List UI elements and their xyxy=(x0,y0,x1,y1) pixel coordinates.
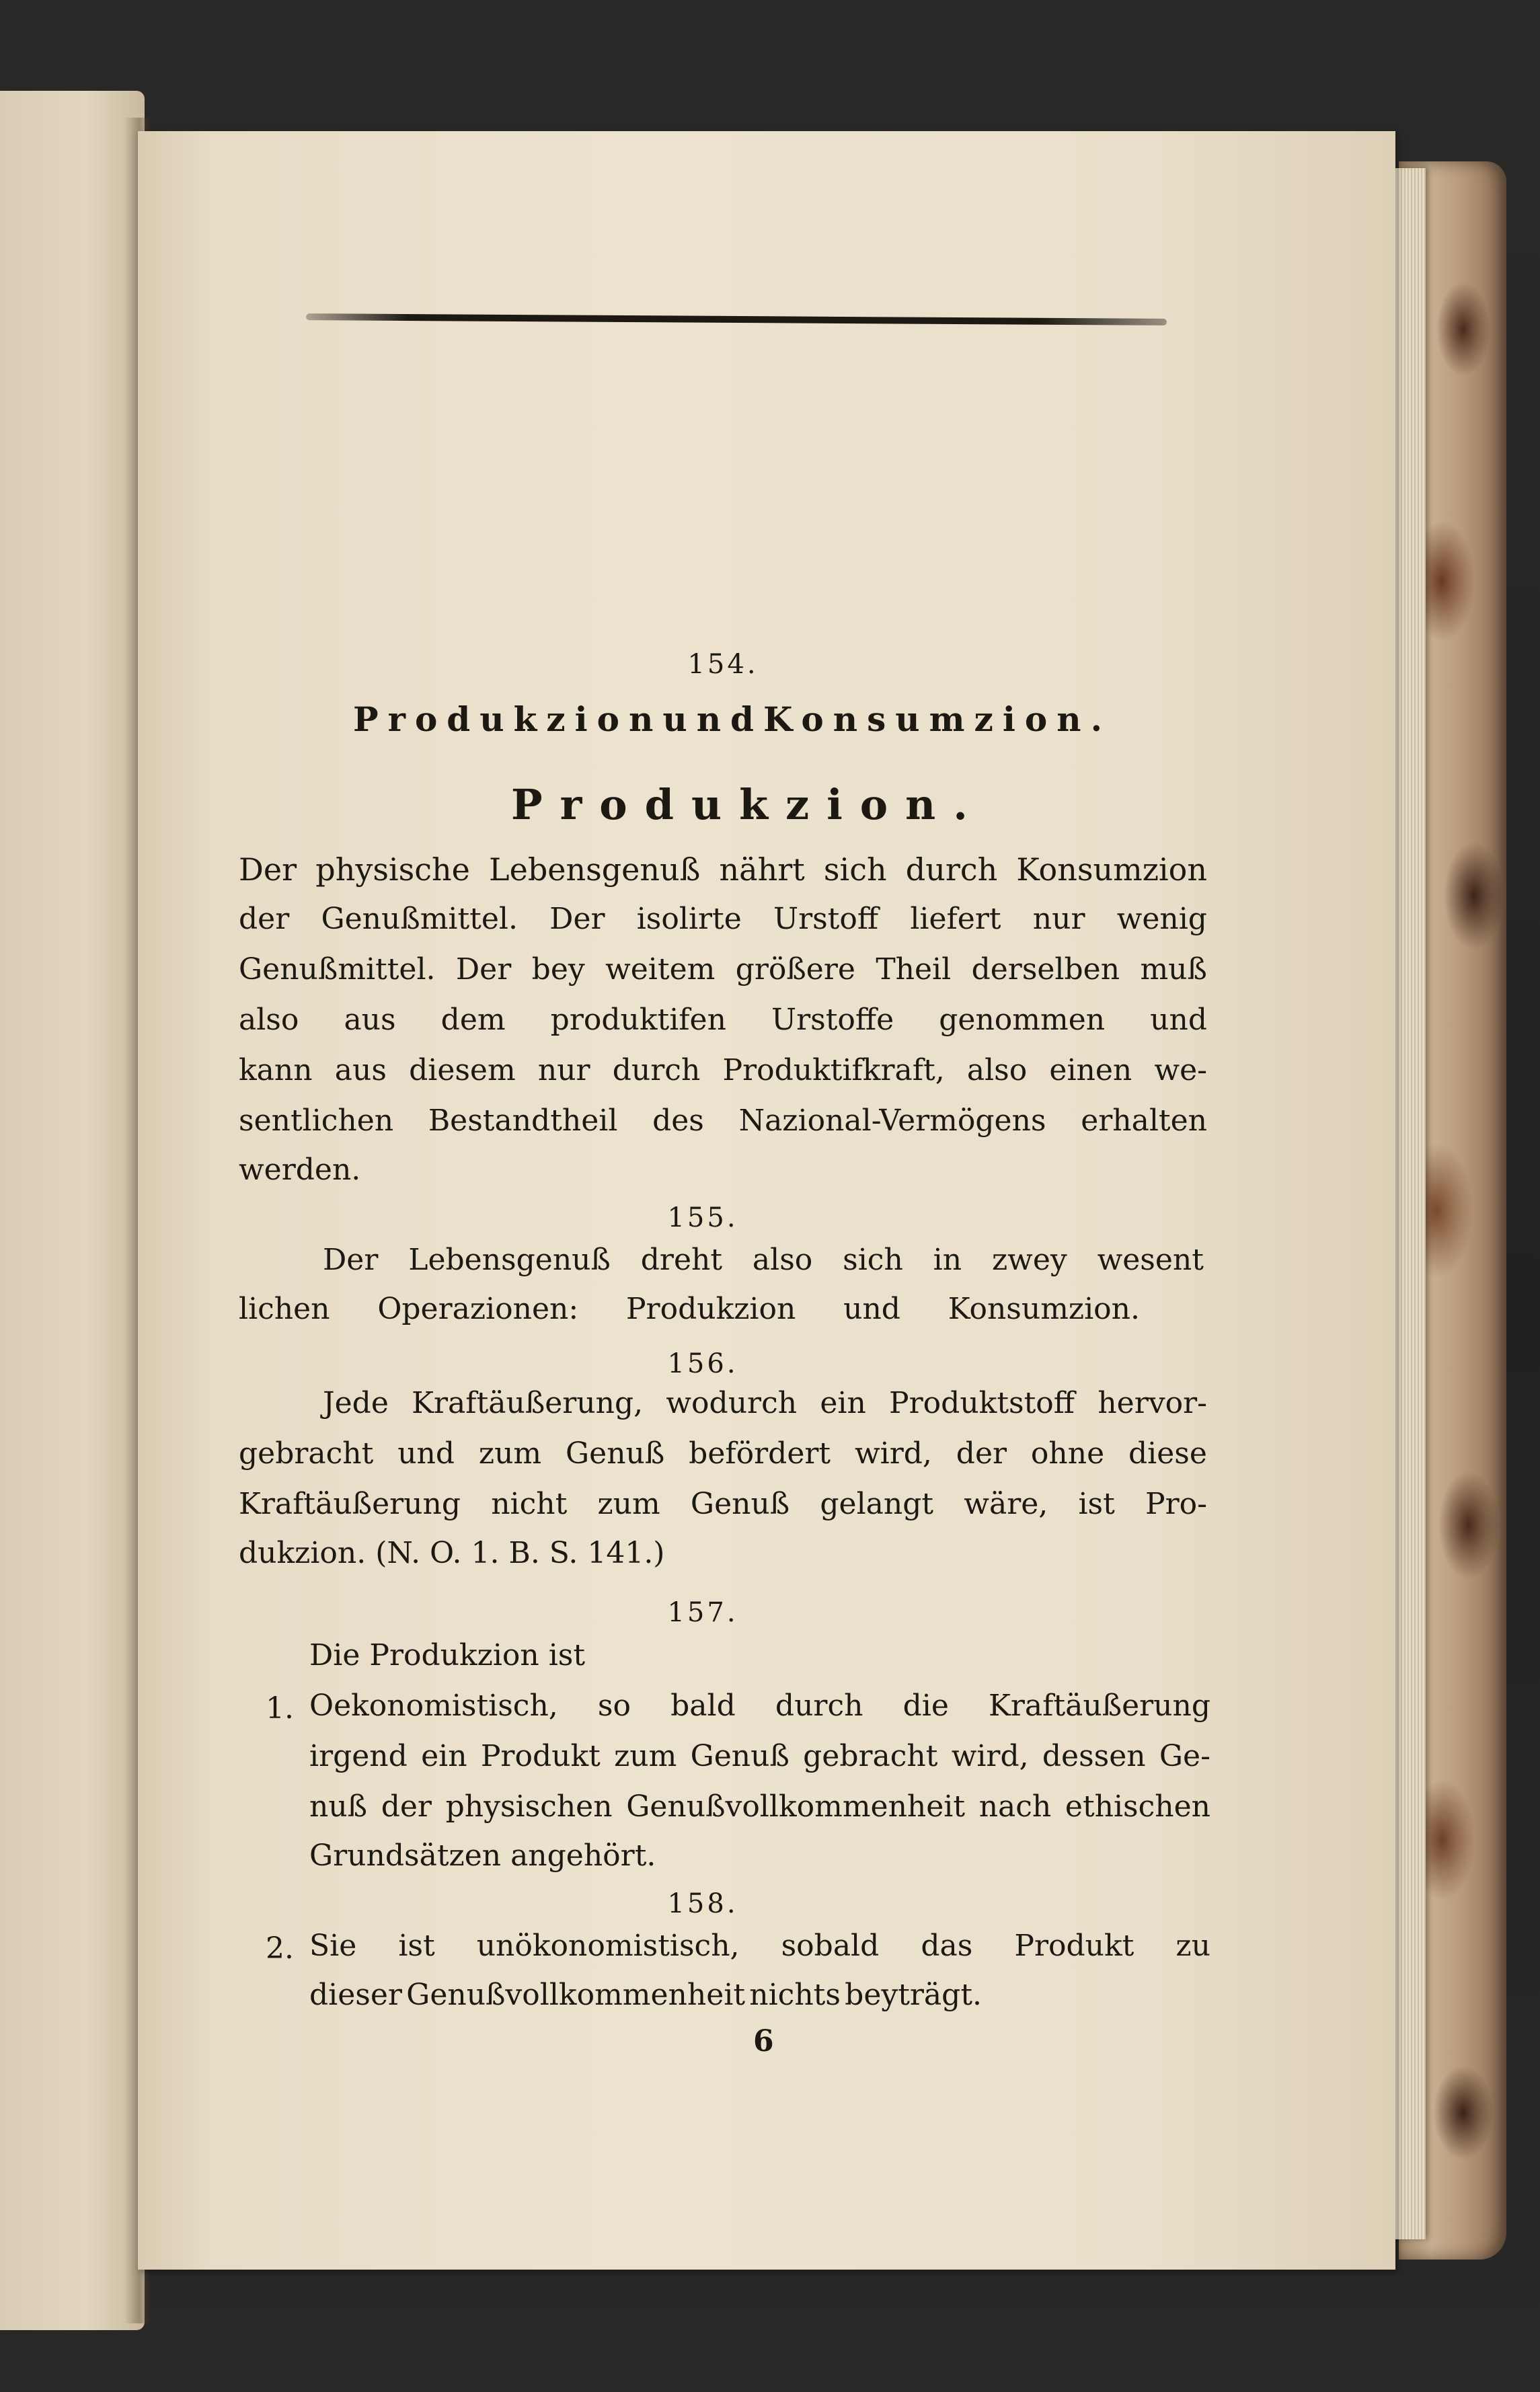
text-line xyxy=(239,1436,1207,1471)
word: Der xyxy=(323,1243,379,1277)
word: isolirte xyxy=(636,902,742,936)
word: nährt xyxy=(719,851,805,888)
word: diese xyxy=(1128,1436,1207,1471)
text-line xyxy=(239,952,1207,987)
word: genommen xyxy=(939,1003,1106,1037)
text-line xyxy=(239,904,1207,934)
word: ist xyxy=(398,1929,435,1963)
word: zwey xyxy=(991,1243,1067,1277)
word: hervor- xyxy=(1098,1386,1207,1420)
text-line xyxy=(239,1487,1207,1521)
text-line: Die Produkzion ist xyxy=(309,1638,586,1672)
word: des xyxy=(652,1104,704,1138)
word: wenig xyxy=(1116,902,1207,936)
word: ethischen xyxy=(1065,1789,1210,1824)
word: größere xyxy=(735,952,855,987)
word: ist xyxy=(1078,1487,1115,1521)
word: die xyxy=(902,1689,949,1723)
text-line xyxy=(239,1292,1140,1326)
word: und xyxy=(397,1436,455,1471)
word: sich xyxy=(823,851,887,888)
word: wird, xyxy=(854,1436,932,1471)
word: derselben xyxy=(971,952,1120,987)
word: ein xyxy=(820,1386,866,1420)
text-line: dukzion. (N. O. 1. B. S. 141.) xyxy=(239,1536,665,1570)
word: also xyxy=(966,1053,1028,1087)
word: ohne xyxy=(1030,1436,1105,1471)
word: produktifen xyxy=(550,1003,726,1037)
section-number-154: 154. xyxy=(687,649,759,680)
text-line xyxy=(309,1980,982,2010)
word: bald xyxy=(670,1689,736,1723)
word: Konsumzion. xyxy=(763,699,1112,739)
word: sobald xyxy=(781,1929,880,1963)
word: der xyxy=(239,902,290,936)
word: Genußmittel. xyxy=(239,952,436,987)
catchword: 6 xyxy=(753,2024,774,2058)
word: so xyxy=(597,1689,631,1723)
word: Produktstoff xyxy=(889,1386,1075,1420)
word: Der xyxy=(239,851,297,888)
text-line xyxy=(309,1789,1210,1824)
word: Genuß xyxy=(690,1739,790,1773)
word: Sie xyxy=(309,1929,357,1963)
word: durch xyxy=(612,1053,701,1087)
word: kann xyxy=(239,1053,313,1087)
word: ein xyxy=(421,1739,467,1773)
word: Urstoffe xyxy=(771,1003,894,1037)
text-line xyxy=(239,1005,1207,1035)
word: Genußvollkommenheit xyxy=(406,1978,746,2012)
word: Konsumzion. xyxy=(948,1292,1140,1326)
word: Urstoff xyxy=(773,902,879,936)
word: Bestandtheil xyxy=(428,1104,618,1138)
word: nach xyxy=(978,1789,1052,1824)
word: nur xyxy=(1032,902,1085,936)
word: also xyxy=(239,1003,299,1037)
word: nichts xyxy=(749,1978,841,2012)
word: unökonomistisch, xyxy=(476,1929,740,1963)
word: zu xyxy=(1176,1929,1210,1963)
word: dieser xyxy=(309,1978,402,2012)
word: Produkzion xyxy=(353,699,663,739)
left-page-edge xyxy=(0,91,145,2330)
chapter-heading-text xyxy=(353,699,1112,739)
section-number-155: 155. xyxy=(667,1202,738,1233)
section-subtitle: Produkzion. xyxy=(511,780,985,829)
word: zum xyxy=(478,1436,542,1471)
word: dem xyxy=(440,1003,506,1037)
word: Genußvollkommenheit xyxy=(626,1789,966,1824)
word: Pro- xyxy=(1145,1487,1207,1521)
word: sentlichen xyxy=(239,1104,394,1138)
word: nuß xyxy=(309,1789,368,1824)
word: physische xyxy=(315,851,470,888)
text-line xyxy=(323,1245,1204,1275)
section-number-158: 158. xyxy=(667,1888,738,1919)
word: der xyxy=(956,1436,1007,1471)
word: dessen xyxy=(1042,1739,1146,1773)
word: und xyxy=(662,699,764,739)
section-number-156: 156. xyxy=(667,1348,738,1379)
word: Der xyxy=(549,902,605,936)
word: diesem xyxy=(409,1053,516,1087)
word: Produkzion xyxy=(625,1292,796,1326)
word: Ge- xyxy=(1159,1739,1210,1773)
text-line: werden. xyxy=(239,1153,361,1187)
word: durch xyxy=(775,1689,863,1723)
word: Genuß xyxy=(566,1436,665,1471)
word: zum xyxy=(597,1487,660,1521)
word: dreht xyxy=(640,1243,723,1277)
word: Genuß xyxy=(690,1487,790,1521)
section-number-157: 157. xyxy=(667,1597,738,1628)
word: Operazionen: xyxy=(377,1292,579,1326)
word: und xyxy=(1150,1003,1207,1037)
word: Lebensgenuß xyxy=(489,851,701,888)
word: irgend xyxy=(309,1739,408,1773)
list-number: 2. xyxy=(266,1931,294,1966)
word: gelangt xyxy=(820,1487,934,1521)
text-line xyxy=(309,1691,1210,1721)
word: befördert xyxy=(689,1436,831,1471)
word: nur xyxy=(537,1053,590,1087)
word: zum xyxy=(614,1739,677,1773)
word: Nazional-Vermögens xyxy=(738,1104,1046,1138)
word: wesent xyxy=(1097,1243,1204,1277)
word: physischen xyxy=(445,1789,613,1824)
word: aus xyxy=(334,1053,387,1087)
word: Konsumzion xyxy=(1016,851,1207,888)
word: Der xyxy=(455,952,512,987)
text-line xyxy=(323,1386,1207,1420)
word: Genußmittel. xyxy=(321,902,518,936)
word: der xyxy=(381,1789,432,1824)
word: Kraftäußerung xyxy=(239,1487,461,1521)
word: erhalten xyxy=(1081,1104,1207,1138)
word: muß xyxy=(1140,952,1207,987)
word: bey xyxy=(531,952,585,987)
word: einen xyxy=(1049,1053,1132,1087)
chapter-heading xyxy=(353,699,1112,739)
word: gebracht xyxy=(239,1436,374,1471)
text-line: Grundsätzen angehört. xyxy=(309,1839,656,1873)
word: das xyxy=(921,1929,973,1963)
word: Jede xyxy=(323,1386,389,1420)
word: aus xyxy=(344,1003,396,1037)
word: liefert xyxy=(910,902,1001,936)
word: Oekonomistisch, xyxy=(309,1689,558,1723)
word: Theil xyxy=(876,952,952,987)
text-line xyxy=(239,1106,1207,1136)
word: wäre, xyxy=(964,1487,1048,1521)
word: wodurch xyxy=(666,1386,798,1420)
word: durch xyxy=(905,851,998,888)
text-line xyxy=(239,851,1207,888)
word: weitem xyxy=(605,952,716,987)
text-line xyxy=(309,1739,1210,1773)
text-line xyxy=(309,1931,1210,1961)
word: Kraftäußerung xyxy=(989,1689,1210,1723)
word: we- xyxy=(1154,1053,1207,1087)
word: beyträgt. xyxy=(845,1978,982,2012)
word: also xyxy=(752,1243,813,1277)
word: nicht xyxy=(491,1487,568,1521)
word: Kraftäußerung, xyxy=(412,1386,644,1420)
word: Lebensgenuß xyxy=(408,1243,611,1277)
list-number: 1. xyxy=(266,1691,294,1726)
word: sich xyxy=(843,1243,903,1277)
word: in xyxy=(933,1243,962,1277)
word: Produkt xyxy=(480,1739,601,1773)
word: lichen xyxy=(239,1292,330,1326)
word: gebracht xyxy=(803,1739,938,1773)
text-line xyxy=(239,1053,1207,1087)
word: Produktifkraft, xyxy=(722,1053,945,1087)
word: Produkt xyxy=(1014,1929,1134,1963)
word: und xyxy=(843,1292,900,1326)
word: wird, xyxy=(951,1739,1029,1773)
